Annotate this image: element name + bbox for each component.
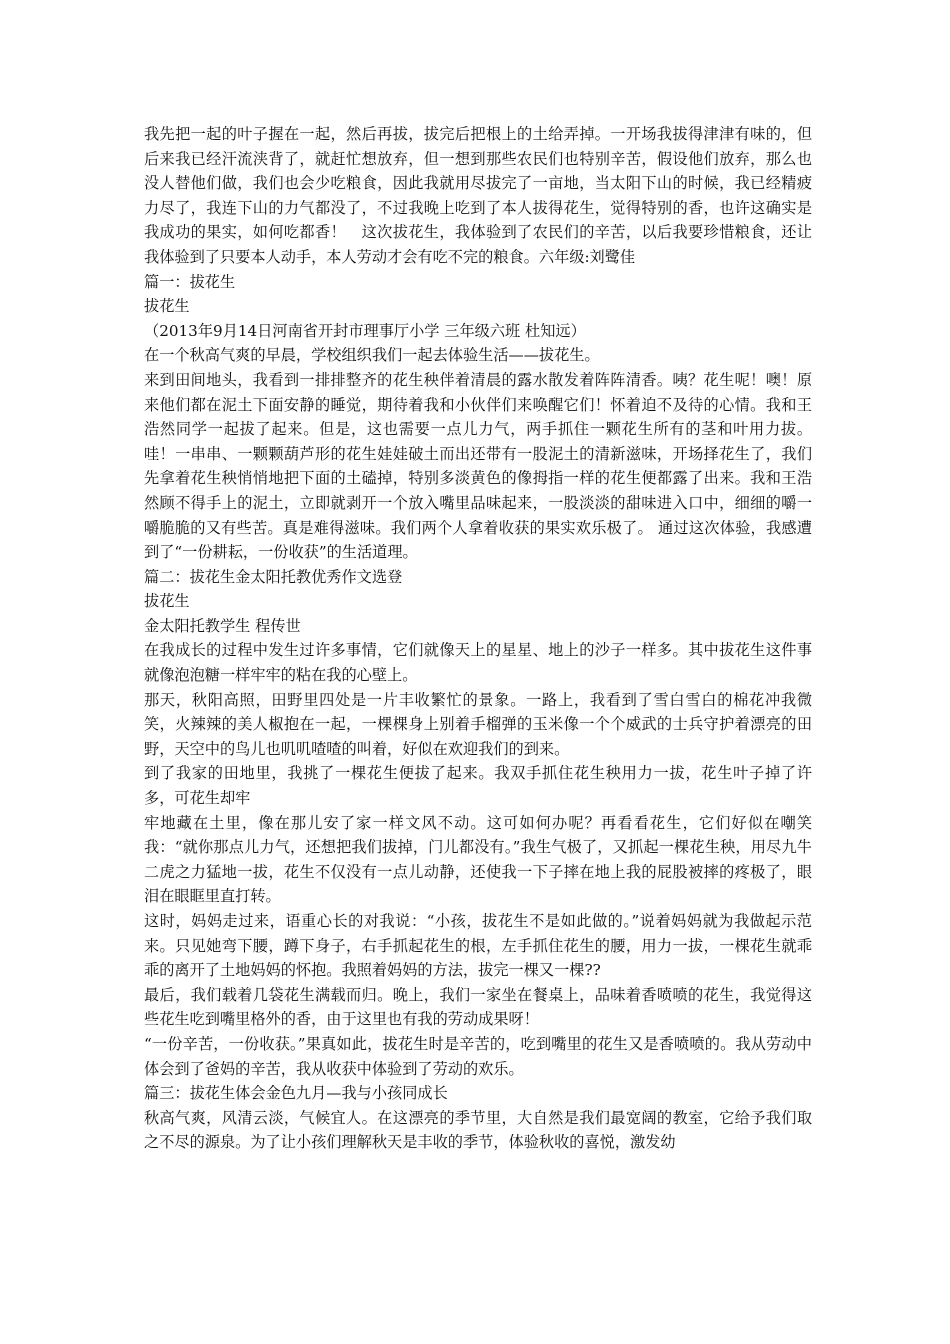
essay-title-1: 拔花生: [144, 297, 190, 316]
paragraph: 最后，我们载着几袋花生满载而归。晚上，我们一家坐在餐桌上，品味着香喷喷的花生，我觉得这些花生吃到嘴里格外的香，由于这里也有我的劳动成果呀！: [144, 985, 812, 1029]
paragraph: 到了我家的田地里，我挑了一棵花生便拔了起来。我双手抓住花生秧用力一拔，花生叶子掉了许多，可花生却牢: [144, 764, 812, 808]
paragraph: 那天，秋阳高照，田野里四处是一片丰收繁忙的景象。一路上，我看到了雪白雪白的棉花冲我微笑，火辣辣的美人椒抱在一起，一棵棵身上别着手榴弹的玉米像一个个威武的士兵守护着漂亮的田野，天空中的鸟儿也叽叽喳喳的叫着，好似在欢迎我们的到来。: [144, 690, 812, 758]
paragraph: 在我成长的过程中发生过许多事情，它们就像天上的星星、地上的沙子一样多。其中拔花生这件事就像泡泡糖一样牢牢的粘在我的心壁上。: [144, 641, 812, 685]
paragraph: 在一个秋高气爽的早晨，学校组织我们一起去体验生活——拔花生。: [144, 346, 600, 365]
essay-title-2: 拔花生: [144, 592, 190, 611]
paragraph: 秋高气爽，风清云淡，气候宜人。在这漂亮的季节里，大自然是我们最宽阔的教室，它给予我们取之不尽的源泉。为了让小孩们理解秋天是丰收的季节，体验秋收的喜悦，激发幼: [144, 1108, 812, 1152]
section-heading-2: 篇二：拔花生金太阳托教优秀作文选登: [144, 567, 403, 586]
section-heading-3: 篇三：拔花生体会金色九月—我与小孩同成长: [144, 1084, 448, 1103]
paragraph: 来到田间地头，我看到一排排整齐的花生秧伴着清晨的露水散发着阵阵清香。咦？花生呢！噢！原来他们都在泥土下面安静的睡觉，期待着我和小伙伴们来唤醒它们！怀着迫不及待的心情。我和王浩然同学一起拔了起来。但是，这也需要一点儿力气，两手抓住一颗花生所有的茎和叶用力拔。哇！一串串、一颗颗葫芦形的花生娃娃破土而出还带有一股泥土的清新滋味，开场择花生了，我们先拿着花生秧悄悄地把下面的土磕掉，特别多淡黄色的像拇指一样的花生便都露了出来。我和王浩然顾不得手上的泥土，立即就剥开一个放入嘴里品味起来，一股淡淡的甜味进入口中，细细的嚼一嚼脆脆的又有些苦。真是难得滋味。我们两个人拿着收获的果实欢乐极了。 通过这次体验，我感遭到了“一份耕耘，一份收获”的生活道理。: [144, 370, 812, 562]
paragraph-intro: 我先把一起的叶子握在一起，然后再拔，拔完后把根上的土给弄掉。一开场我拔得津津有味的，但后来我已经汗流浃背了，就赶忙想放弃，但一想到那些农民们也特别辛苦，假设他们放弃，那么也没人替他们做，我们也会少吃粮食，因此我就用尽拔完了一亩地，当太阳下山的时候，我已经精疲力尽了，我连下山的力气都没了，不过我晚上吃到了本人拔得花生，觉得特别的香，也许这确实是我成功的果实，如何吃都香！ 这次拔花生，我体验到了农民们的辛苦，以后我要珍惜粮食，还让我体验到了只要本人动手，本人劳动才会有吃不完的粮食。六年级:刘鹭佳: [144, 125, 812, 266]
essay-byline-2: 金太阳托教学生 程传世: [144, 616, 301, 635]
section-heading-1: 篇一：拔花生: [144, 272, 236, 291]
paragraph: 牢地藏在土里，像在那儿安了家一样文风不动。这可如何办呢？再看看花生，它们好似在嘲笑我：“就你那点儿力气，还想把我们拔掉，门儿都没有。”我生气极了，又抓起一棵花生秧，用尽九牛二虎之力猛地一拔，花生不仅没有一点儿动静，还使我一下子摔在地上我的屁股被摔的疼极了，眼泪在眼眶里直打转。: [144, 813, 812, 906]
document-page: [144, 122, 812, 1155]
paragraph: “一份辛苦，一份收获。”果真如此，拔花生时是辛苦的，吃到嘴里的花生又是香喷喷的。我从劳动中体会到了爸妈的辛苦，我从收获中体验到了劳动的欢乐。: [144, 1034, 812, 1078]
essay-byline-1: （2013年9月14日河南省开封市理事厅小学 三年级六班 杜知远）: [144, 321, 586, 340]
paragraph: 这时，妈妈走过来，语重心长的对我说：“小孩，拔花生不是如此做的。”说着妈妈就为我做起示范来。只见她弯下腰，蹲下身子，右手抓起花生的根，左手抓住花生的腰，用力一拔，一棵花生就乖乖的离开了土地妈妈的怀抱。我照着妈妈的方法，拔完一棵又一棵??: [144, 912, 812, 980]
